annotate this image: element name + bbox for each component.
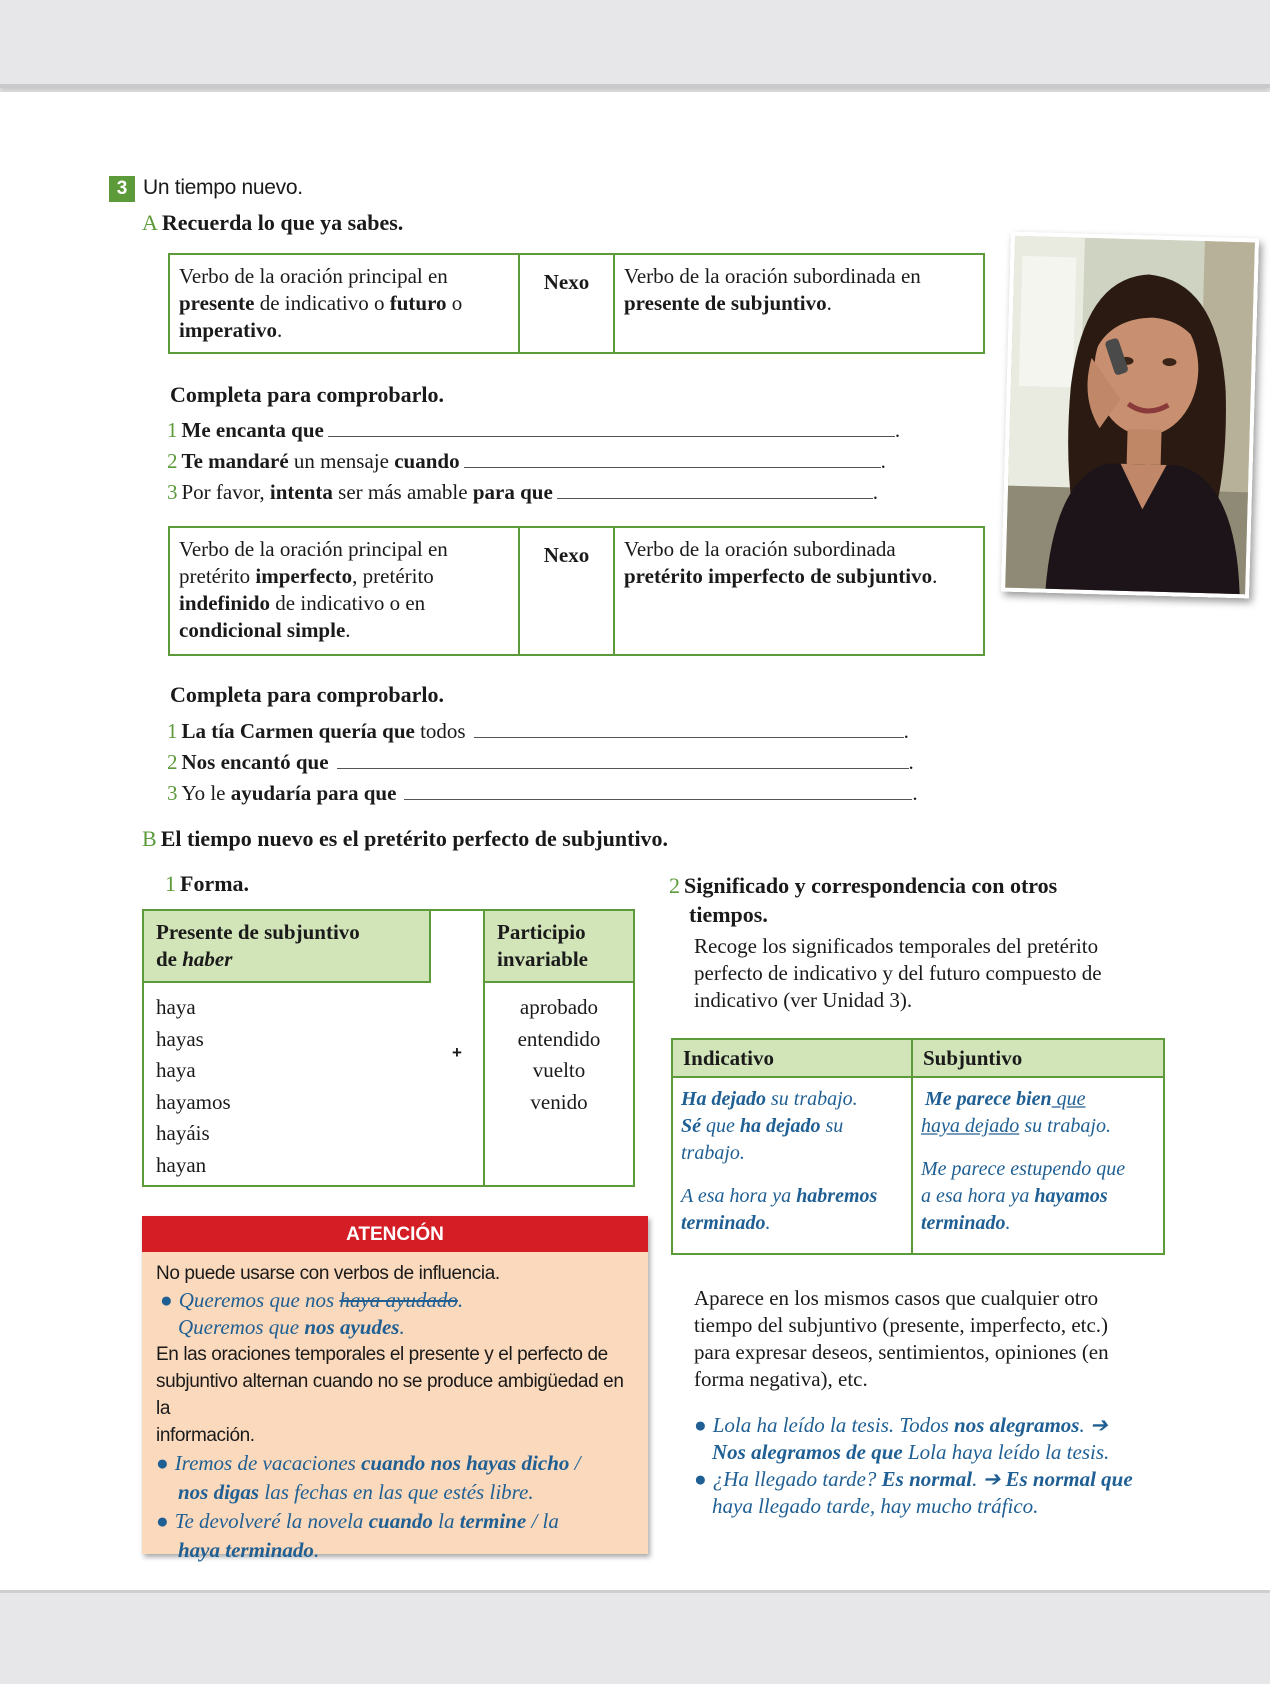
- rule-table-nexo: Nexo: [520, 528, 615, 654]
- atencion-title: ATENCIÓN: [142, 1216, 648, 1252]
- haber-form: hayáis: [156, 1121, 210, 1145]
- exercise-2-3: 3 Yo le ayudaría para que .: [167, 781, 918, 805]
- rule-table-main-clause: Verbo de la oración principal en pretérito imperfecto, pretérito indefinido de indicativo o en condicional simple.: [170, 528, 520, 654]
- atencion-example-2: Queremos que nos ayudes.: [178, 1315, 405, 1339]
- aparece-text: Aparece en los mismos casos que cualquier otro tiempo del subjuntivo (presente, imperfecto, etc.) para expresar deseos, sentimientos, opiniones (en forma negativa), etc.: [694, 1286, 1109, 1391]
- atencion-rule-1: No puede usarse con verbos de influencia.: [156, 1263, 500, 1284]
- part-b-title: El tiempo nuevo es el pretérito perfecto de subjuntivo.: [160, 826, 669, 851]
- part-a-letter: A: [142, 210, 158, 235]
- subjuntivo-header: Subjuntivo: [923, 1046, 1023, 1070]
- answer-blank[interactable]: [557, 481, 873, 499]
- exercise-2-1: 1 La tía Carmen quería que todos .: [167, 719, 909, 743]
- answer-blank[interactable]: [474, 720, 904, 738]
- plus-sign: +: [452, 1043, 462, 1062]
- photo-illustration: [1005, 236, 1259, 599]
- completa-heading-2: Completa para comprobarlo.: [170, 682, 444, 707]
- haber-form: hayamos: [156, 1089, 231, 1114]
- answer-blank[interactable]: [464, 450, 881, 468]
- part-b-letter: B: [142, 826, 157, 851]
- participio: entendido: [517, 1026, 601, 1051]
- part-a-heading: [142, 210, 403, 236]
- significado-text: Recoge los significados temporales del pretérito perfecto de indicativo y del futuro compuesto de indicativo (ver Unidad 3).: [694, 934, 1102, 1012]
- answer-blank[interactable]: [337, 751, 909, 769]
- top-toolbar-strip: [0, 0, 1270, 88]
- participio-list: [485, 992, 633, 1118]
- section-number: 3: [109, 176, 135, 202]
- indicativo-header: Indicativo: [673, 1040, 913, 1076]
- rule-table-subordinate: Verbo de la oración subordinada pretérito imperfecto de subjuntivo.: [624, 537, 938, 588]
- example-bullet: ● ¿Ha llegado tarde? Es normal. ➔ Es normal que: [694, 1467, 1133, 1491]
- atencion-example-4: ● Te devolveré la novela cuando la termine / la haya terminado.: [156, 1509, 559, 1562]
- rule-table-main-clause: Verbo de la oración principal en presente de indicativo o futuro o imperativo.: [170, 255, 520, 352]
- part-b-heading: [142, 826, 668, 852]
- section-title: Un tiempo nuevo.: [143, 176, 303, 199]
- exercise-1-2: 2 Te mandaré un mensaje cuando .: [167, 449, 886, 473]
- exercise-1-1: 1 Me encanta que .: [167, 418, 901, 442]
- exercise-1-3: 3 Por favor, intenta ser más amable para que .: [167, 480, 879, 504]
- rule-table-subordinate: Verbo de la oración subordinada en presente de subjuntivo.: [624, 264, 921, 315]
- significado-heading: 2 Significado y correspondencia con otros tiempos.: [669, 873, 1058, 927]
- answer-blank[interactable]: [328, 419, 895, 437]
- example-bullet: ● Lola ha leído la tesis. Todos nos alegramos. ➔: [694, 1413, 1108, 1437]
- atencion-example-1: ● Queremos que nos haya ayudado.: [160, 1288, 464, 1312]
- forma-heading: 1 Forma.: [165, 871, 250, 896]
- haber-form: haya: [156, 1058, 196, 1082]
- participio: aprobado: [519, 995, 599, 1019]
- rule-table-present: [168, 253, 985, 354]
- participio: venido: [530, 1089, 588, 1114]
- rule-table-past: [168, 526, 985, 656]
- completa-heading-1: Completa para comprobarlo.: [170, 382, 444, 407]
- forma-plus-column: [431, 911, 485, 1185]
- indicativo-examples: Ha dejado su trabajo. Sé que ha dejado su trabajo. A esa hora ya habremos terminado.: [673, 1078, 913, 1253]
- atencion-box: [142, 1216, 648, 1562]
- haber-form: hayas: [156, 1026, 204, 1051]
- haber-form: haya: [156, 995, 196, 1019]
- indicativo-subjuntivo-table: [671, 1038, 1165, 1255]
- haber-forms-list: [156, 992, 231, 1181]
- rule-table-nexo: Nexo: [520, 255, 615, 352]
- forma-header-participio: Participio invariable: [485, 911, 633, 983]
- participio: vuelto: [532, 1058, 586, 1082]
- aparece-examples: ● Lola ha leído la tesis. Todos nos alegramos. ➔ Nos alegramos de que Lola haya leído la tesis. ● ¿Ha llegado tarde? Es normal. ➔ Es normal que haya llegado tarde, hay mucho tráfico.: [694, 1413, 1133, 1518]
- bottom-toolbar-strip: [0, 1590, 1270, 1684]
- answer-blank[interactable]: [404, 782, 912, 800]
- woman-on-phone-photo: [1001, 232, 1259, 599]
- forma-header-haber: Presente de subjuntivo de haber: [144, 911, 431, 983]
- atencion-example-3: ● Iremos de vacaciones cuando nos hayas dicho / nos digas las fechas en las que estés libre.: [156, 1451, 581, 1504]
- part-a-title: Recuerda lo que ya sabes.: [161, 210, 404, 235]
- subjuntivo-examples: Me parece bien que haya dejado su trabajo. Me parece estupendo que a esa hora ya hayamos terminado.: [921, 1088, 1126, 1234]
- exercise-2-2: 2 Nos encantó que .: [167, 750, 914, 774]
- forma-table: [142, 909, 635, 1187]
- atencion-rule-2: En las oraciones temporales el presente y el perfecto de subjuntivo alternan cuando no se produce ambigüedad en la información.: [156, 1344, 624, 1446]
- haber-form: hayan: [156, 1152, 207, 1177]
